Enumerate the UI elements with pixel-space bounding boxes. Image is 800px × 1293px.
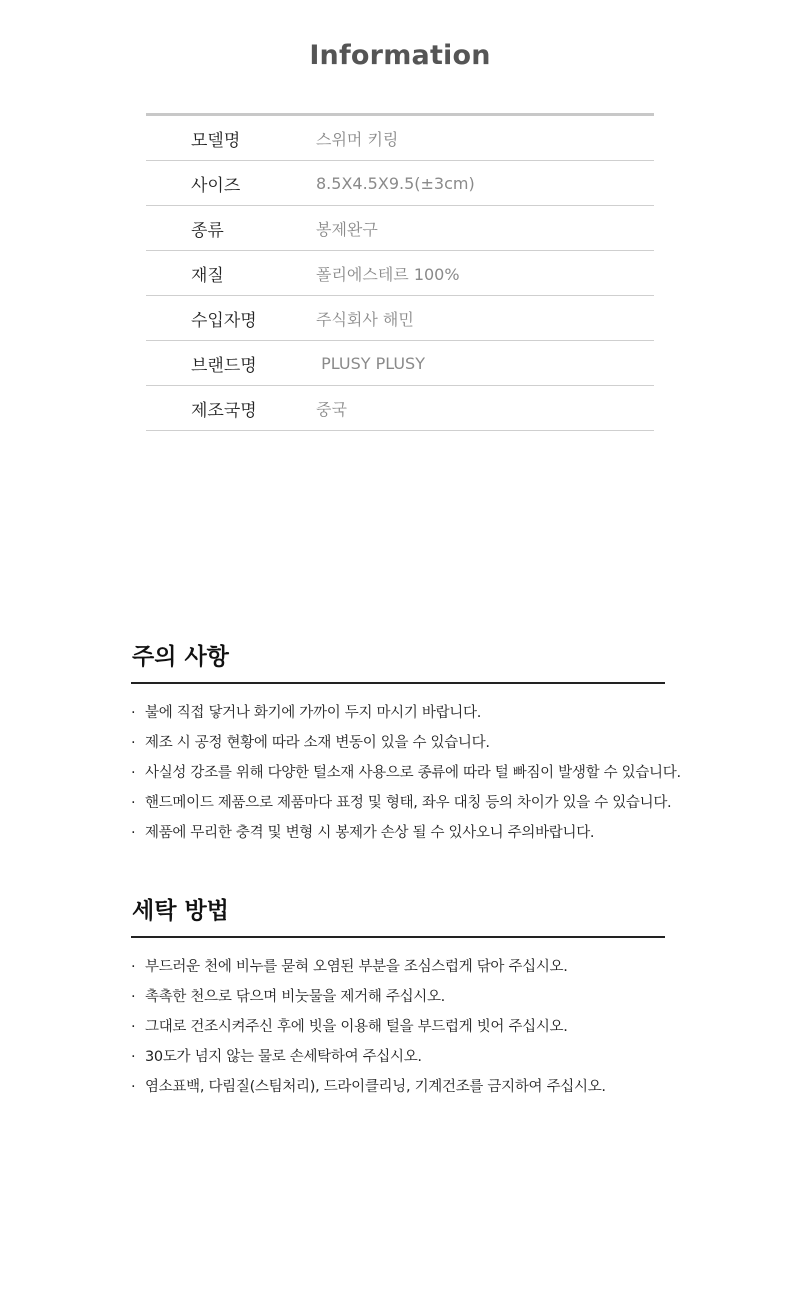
bullet-dot: ·: [131, 705, 136, 721]
info-label: 브랜드명: [191, 355, 257, 376]
info-value: 봉제완구: [316, 219, 378, 239]
bullet-dot: ·: [131, 1049, 136, 1065]
info-row-size: [146, 161, 654, 206]
list-item: [131, 1072, 665, 1102]
list-item: [131, 728, 665, 758]
list-item: [131, 698, 665, 728]
info-table: [146, 113, 654, 431]
list-item: [131, 952, 665, 982]
info-label: 종류: [191, 220, 224, 241]
washing-title: 세탁 방법: [132, 898, 229, 924]
list-item-text: 사실성 강조를 위해 다양한 털소재 사용으로 종류에 따라 털 빠짐이 발생할 수 있습니다.: [145, 765, 681, 781]
list-item: [131, 982, 665, 1012]
list-item-text: 염소표백, 다림질(스팀처리), 드라이클리닝, 기계건조를 금지하여 주십시오.: [145, 1079, 606, 1095]
list-item-text: 불에 직접 닿거나 화기에 가까이 두지 마시기 바랍니다.: [145, 705, 482, 721]
info-row-type: [146, 206, 654, 251]
info-row-material: [146, 251, 654, 296]
bullet-dot: ·: [131, 1079, 136, 1095]
list-item-text: 제품에 무리한 충격 및 변형 시 봉제가 손상 될 수 있사오니 주의바랍니다.: [145, 825, 595, 841]
info-row-importer: [146, 296, 654, 341]
bullet-dot: ·: [131, 825, 136, 841]
list-item-text: 촉촉한 천으로 닦으며 비눗물을 제거해 주십시오.: [145, 989, 445, 1005]
list-item-text: 제조 시 공정 현황에 따라 소재 변동이 있을 수 있습니다.: [145, 735, 490, 751]
list-item: [131, 818, 665, 848]
bullet-dot: ·: [131, 1019, 136, 1035]
info-value: 폴리에스테르 100%: [316, 264, 460, 284]
bullet-dot: ·: [131, 765, 136, 781]
info-value: PLUSY PLUSY: [316, 353, 425, 373]
bullet-dot: ·: [131, 795, 136, 811]
list-item: [131, 758, 681, 788]
list-item: [131, 1012, 665, 1042]
washing-section: [131, 892, 665, 1102]
list-item: [131, 1042, 665, 1072]
caution-title: 주의 사항: [132, 644, 229, 670]
list-item-text: 부드러운 천에 비누를 묻혀 오염된 부분을 조심스럽게 닦아 주십시오.: [145, 959, 568, 975]
info-label: 사이즈: [191, 175, 241, 196]
info-value: 주식회사 해민: [316, 309, 414, 329]
info-label: 수입자명: [191, 310, 257, 331]
info-value: 8.5X4.5X9.5(±3cm): [316, 173, 475, 193]
list-item-text: 그대로 건조시켜주신 후에 빗을 이용해 털을 부드럽게 빗어 주십시오.: [145, 1019, 568, 1035]
info-value: 중국: [316, 399, 347, 419]
bullet-dot: ·: [131, 959, 136, 975]
caution-list: [131, 684, 681, 848]
caution-section: [131, 638, 681, 848]
list-item-text: 30도가 넘지 않는 물로 손세탁하여 주십시오.: [145, 1049, 422, 1065]
info-title: Information: [309, 40, 491, 71]
info-label: 재질: [191, 265, 224, 286]
info-row-origin: [146, 386, 654, 431]
info-row-brand: [146, 341, 654, 386]
washing-list: [131, 938, 665, 1102]
info-row-model: [146, 116, 654, 161]
info-label: 모델명: [191, 130, 241, 151]
info-label: 제조국명: [191, 400, 257, 421]
list-item-text: 핸드메이드 제품으로 제품마다 표정 및 형태, 좌우 대칭 등의 차이가 있을 수 있습니다.: [145, 795, 672, 811]
list-item: [131, 788, 672, 818]
bullet-dot: ·: [131, 735, 136, 751]
info-value: 스위머 키링: [316, 129, 399, 149]
bullet-dot: ·: [131, 989, 136, 1005]
